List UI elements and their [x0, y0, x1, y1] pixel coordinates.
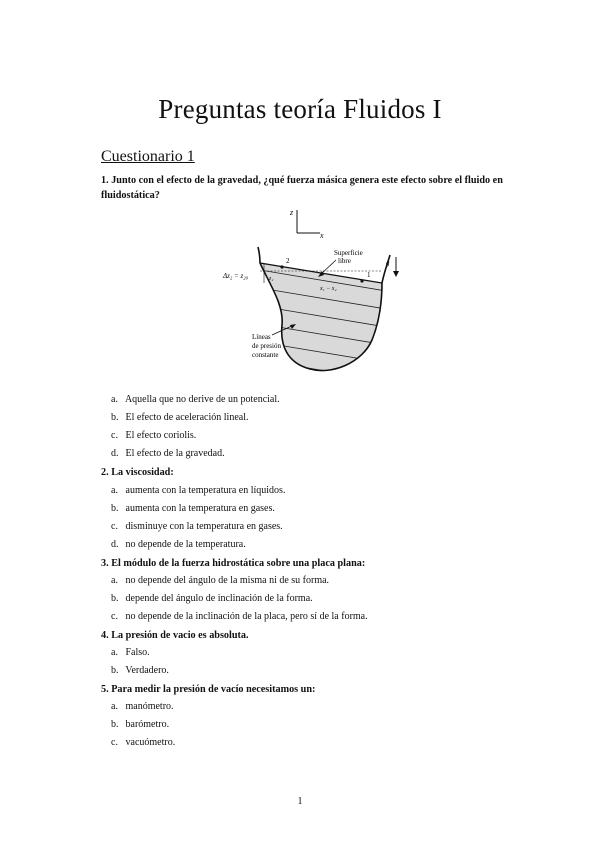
point-2-dot: [280, 265, 283, 268]
q5-option-a[interactable]: a. manómetro.: [111, 701, 174, 712]
gravity-label: g: [386, 259, 390, 267]
q2-option-c[interactable]: c. disminuye con la temperatura en gases.: [111, 521, 283, 532]
q5-option-c[interactable]: c. vacuómetro.: [111, 737, 176, 748]
section-heading: Cuestionario 1: [101, 148, 195, 165]
hydrostatic-figure: [222, 205, 412, 375]
q4-option-a[interactable]: a. Falso.: [111, 647, 150, 658]
q2-option-b[interactable]: b. aumenta con la temperatura en gases.: [111, 503, 275, 514]
isobar-label-2: de presión: [252, 342, 281, 350]
question-4: 4. La presión de vacio es absoluta.: [101, 630, 249, 641]
page-title: Preguntas teoría Fluidos I: [158, 94, 442, 124]
q2-option-a[interactable]: a. aumenta con la temperatura en líquidos.: [111, 485, 286, 496]
isobar-label-1: Líneas: [252, 333, 271, 341]
q3-option-b[interactable]: b. depende del ángulo de inclinación de la forma.: [111, 593, 313, 604]
surface-label-1: Superficie: [334, 249, 363, 257]
surface-label-2: libre: [338, 257, 351, 265]
q3-option-a[interactable]: a. no depende del ángulo de la misma ni de su forma.: [111, 575, 330, 586]
point-1-label: 1: [367, 271, 371, 279]
question-1: 1. Junto con el efecto de la gravedad, ¿qué fuerza másica genera este efecto sobre el fluido en fluidostática?: [101, 175, 503, 201]
gravity-arrowhead: [393, 271, 399, 277]
x-diff-label: x₁ − x₂: [320, 286, 337, 292]
isobar-label-3: constante: [252, 351, 279, 359]
delta-label: Δz₂ = z₂₀: [223, 272, 249, 280]
q5-option-b[interactable]: b. barómetro.: [111, 719, 170, 730]
q1-option-d[interactable]: d. El efecto de la gravedad.: [111, 448, 225, 459]
axis-x-label: x: [320, 231, 324, 240]
q1-option-b[interactable]: b. El efecto de aceleración lineal.: [111, 412, 249, 423]
q1-option-a[interactable]: a. Aquella que no derive de un potencial.: [111, 394, 280, 405]
z-sub-label: z₂: [269, 276, 274, 282]
point-2-label: 2: [286, 257, 290, 265]
question-5: 5. Para medir la presión de vacío necesitamos un:: [101, 684, 316, 695]
question-2: 2. La viscosidad:: [101, 467, 174, 478]
q1-option-c[interactable]: c. El efecto coriolis.: [111, 430, 197, 441]
q3-option-c[interactable]: c. no depende de la inclinación de la placa, pero sí de la forma.: [111, 611, 368, 622]
page-number: 1: [297, 796, 303, 807]
q2-option-d[interactable]: d. no depende de la temperatura.: [111, 539, 246, 550]
q4-option-b[interactable]: b. Verdadero.: [111, 665, 169, 676]
question-3: 3. El módulo de la fuerza hidrostática sobre una placa plana:: [101, 558, 366, 569]
point-1-dot: [360, 279, 363, 282]
axis-z-label: z: [290, 208, 294, 217]
